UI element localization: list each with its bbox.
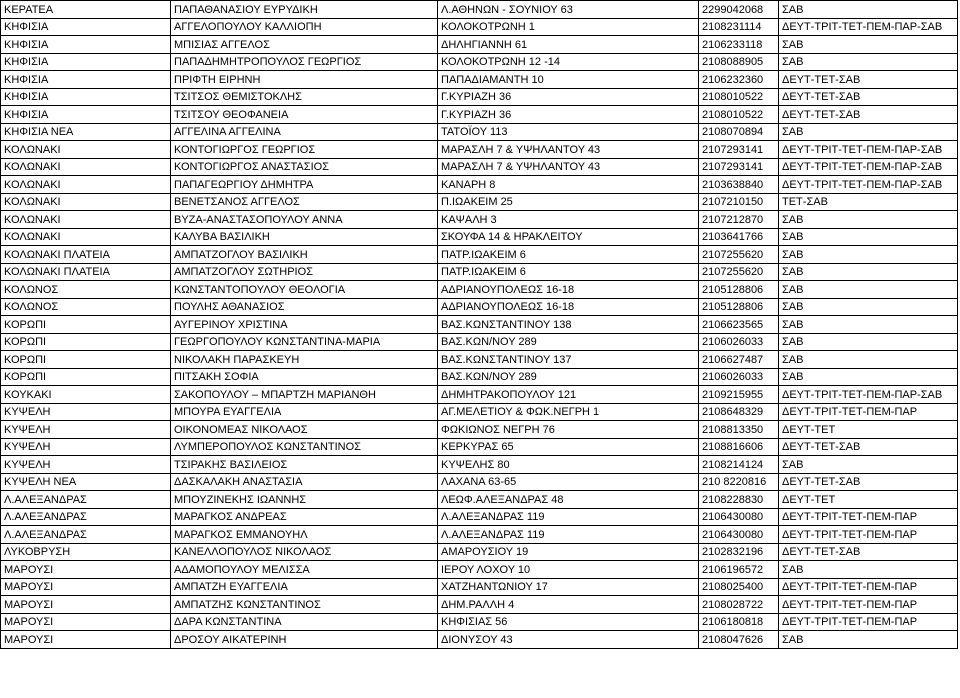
pharmacist-cell: ΑΜΠΑΤΖΗΣ ΚΩΝΣΤΑΝΤΙΝΟΣ [171, 596, 438, 614]
days-cell: ΔΕΥΤ-ΤΡΙΤ-ΤΕΤ-ΠΕΜ-ΠΑΡ [779, 404, 958, 421]
phone-cell: 2108047626 [699, 631, 779, 649]
area-cell: ΚΟΛΩΝΑΚΙ ΠΛΑΤΕΙΑ [1, 246, 171, 264]
address-cell: ΑΔΡΙΑΝΟΥΠΟΛΕΩΣ 16-18 [438, 299, 699, 316]
area-cell: ΚΟΛΩΝΑΚΙ [1, 211, 171, 229]
pharmacist-cell: ΠΑΠΑΘΑΝΑΣΙΟΥ ΕΥΡΥΔΙΚΗ [171, 1, 438, 19]
table-row [1, 334, 958, 351]
phone-cell: 2107212870 [699, 211, 779, 229]
pharmacy-table-body [1, 1, 958, 649]
area-cell: ΚΟΡΩΠΙ [1, 316, 171, 334]
address-cell: ΚΥΨΕΛΗΣ 80 [438, 456, 699, 474]
phone-cell: 2107210150 [699, 194, 779, 211]
table-row [1, 596, 958, 614]
pharmacist-cell: ΚΟΝΤΟΓΙΩΡΓΟΣ ΑΝΑΣΤΑΣΙΟΣ [171, 159, 438, 176]
area-cell: ΚΟΛΩΝΑΚΙ [1, 194, 171, 211]
days-cell: ΔΕΥΤ-ΤΕΤ-ΣΑΒ [779, 544, 958, 561]
phone-cell: 2107255620 [699, 246, 779, 264]
area-cell: ΚΗΦΙΣΙΑ [1, 54, 171, 71]
phone-cell: 2108010522 [699, 89, 779, 106]
area-cell: ΚΟΡΩΠΙ [1, 369, 171, 386]
table-row [1, 71, 958, 89]
table-row [1, 281, 958, 299]
days-cell: ΔΕΥΤ-ΤΡΙΤ-ΤΕΤ-ΠΕΜ-ΠΑΡ-ΣΑΒ [779, 176, 958, 194]
area-cell: ΛΥΚΟΒΡΥΣΗ [1, 544, 171, 561]
pharmacist-cell: ΤΣΙΡΑΚΗΣ ΒΑΣΙΛΕΙΟΣ [171, 456, 438, 474]
pharmacist-cell: ΑΓΓΕΛΙΝΑ ΑΓΓΕΛΙΝΑ [171, 124, 438, 141]
phone-cell: 2108648329 [699, 404, 779, 421]
days-cell: ΔΕΥΤ-ΤΡΙΤ-ΤΕΤ-ΠΕΜ-ΠΑΡ-ΣΑΒ [779, 386, 958, 404]
table-row [1, 89, 958, 106]
days-cell: ΣΑΒ [779, 369, 958, 386]
area-cell: Λ.ΑΛΕΞΑΝΔΡΑΣ [1, 509, 171, 526]
days-cell: ΣΑΒ [779, 456, 958, 474]
table-row [1, 369, 958, 386]
days-cell: ΔΕΥΤ-ΤΡΙΤ-ΤΕΤ-ΠΕΜ-ΠΑΡ-ΣΑΒ [779, 159, 958, 176]
address-cell: Λ.ΑΘΗΝΩΝ - ΣΟΥΝΙΟΥ 63 [438, 1, 699, 19]
table-row [1, 614, 958, 631]
table-row [1, 19, 958, 36]
pharmacist-cell: ΑΔΑΜΟΠΟΥΛΟΥ ΜΕΛΙΣΣΑ [171, 561, 438, 579]
days-cell: ΔΕΥΤ-ΤΕΤ [779, 491, 958, 509]
table-row [1, 246, 958, 264]
pharmacist-cell: ΚΟΝΤΟΓΙΩΡΓΟΣ ΓΕΩΡΓΙΟΣ [171, 141, 438, 159]
area-cell: ΚΗΦΙΣΙΑ [1, 106, 171, 124]
area-cell: ΜΑΡΟΥΣΙ [1, 561, 171, 579]
days-cell: ΣΑΒ [779, 334, 958, 351]
pharmacist-cell: ΒΕΝΕΤΣΑΝΟΣ ΑΓΓΕΛΟΣ [171, 194, 438, 211]
address-cell: ΚΟΛΟΚΟΤΡΩΝΗ 1 [438, 19, 699, 36]
address-cell: ΛΕΩΦ.ΑΛΕΞΑΝΔΡΑΣ 48 [438, 491, 699, 509]
area-cell: ΚΟΛΩΝΑΚΙ [1, 159, 171, 176]
table-row [1, 1, 958, 19]
area-cell: ΚΟΡΩΠΙ [1, 351, 171, 369]
phone-cell: 2106196572 [699, 561, 779, 579]
table-row [1, 141, 958, 159]
area-cell: ΚΕΡΑΤΕΑ [1, 1, 171, 19]
address-cell: ΤΑΤΟΪΟΥ 113 [438, 124, 699, 141]
table-row [1, 36, 958, 54]
table-row [1, 631, 958, 649]
table-row [1, 421, 958, 439]
days-cell: ΣΑΒ [779, 299, 958, 316]
area-cell: ΚΗΦΙΣΙΑ ΝΕΑ [1, 124, 171, 141]
table-row [1, 439, 958, 456]
pharmacist-cell: ΟΙΚΟΝΟΜΕΑΣ ΝΙΚΟΛΑΟΣ [171, 421, 438, 439]
table-row [1, 229, 958, 246]
days-cell: ΔΕΥΤ-ΤΕΤ-ΣΑΒ [779, 439, 958, 456]
phone-cell: 2106627487 [699, 351, 779, 369]
pharmacist-cell: ΠΑΠΑΓΕΩΡΓΙΟΥ ΔΗΜΗΤΡΑ [171, 176, 438, 194]
area-cell: ΚΟΛΩΝΑΚΙ [1, 141, 171, 159]
area-cell: ΚΟΛΩΝΑΚΙ [1, 229, 171, 246]
area-cell: ΚΗΦΙΣΙΑ [1, 89, 171, 106]
days-cell: ΣΑΒ [779, 36, 958, 54]
phone-cell: 2103641766 [699, 229, 779, 246]
days-cell: ΔΕΥΤ-ΤΡΙΤ-ΤΕΤ-ΠΕΜ-ΠΑΡ [779, 596, 958, 614]
area-cell: ΚΟΛΩΝΑΚΙ ΠΛΑΤΕΙΑ [1, 264, 171, 281]
days-cell: ΣΑΒ [779, 124, 958, 141]
area-cell: ΚΥΨΕΛΗ [1, 404, 171, 421]
address-cell: ΜΑΡΑΣΛΗ 7 & ΥΨΗΛΑΝΤΟΥ 43 [438, 159, 699, 176]
pharmacist-cell: ΝΙΚΟΛΑΚΗ ΠΑΡΑΣΚΕΥΗ [171, 351, 438, 369]
address-cell: Λ.ΑΛΕΞΑΝΔΡΑΣ 119 [438, 526, 699, 544]
address-cell: ΚΕΡΚΥΡΑΣ 65 [438, 439, 699, 456]
table-row [1, 316, 958, 334]
days-cell: ΤΕΤ-ΣΑΒ [779, 194, 958, 211]
days-cell: ΔΕΥΤ-ΤΡΙΤ-ΤΕΤ-ΠΕΜ-ΠΑΡ [779, 526, 958, 544]
pharmacist-cell: ΠΑΠΑΔΗΜΗΤΡΟΠΟΥΛΟΣ ΓΕΩΡΓΙΟΣ [171, 54, 438, 71]
pharmacist-cell: ΑΜΠΑΤΖΗ ΕΥΑΓΓΕΛΙΑ [171, 579, 438, 596]
address-cell: ΑΔΡΙΑΝΟΥΠΟΛΕΩΣ 16-18 [438, 281, 699, 299]
table-row [1, 351, 958, 369]
address-cell: ΔΙΟΝΥΣΟΥ 43 [438, 631, 699, 649]
area-cell: ΚΥΨΕΛΗ [1, 439, 171, 456]
address-cell: ΦΩΚΙΩΝΟΣ ΝΕΓΡΗ 76 [438, 421, 699, 439]
area-cell: ΚΟΡΩΠΙ [1, 334, 171, 351]
phone-cell: 2108214124 [699, 456, 779, 474]
pharmacist-cell: ΜΠΟΥΡΑ ΕΥΑΓΓΕΛΙΑ [171, 404, 438, 421]
pharmacist-cell: ΚΩΝΣΤΑΝΤΟΠΟΥΛΟΥ ΘΕΟΛΟΓΙΑ [171, 281, 438, 299]
pharmacist-cell: ΜΠΙΣΙΑΣ ΑΓΓΕΛΟΣ [171, 36, 438, 54]
phone-cell: 2108010522 [699, 106, 779, 124]
table-row [1, 509, 958, 526]
area-cell: ΚΟΛΩΝΟΣ [1, 299, 171, 316]
table-row [1, 124, 958, 141]
address-cell: ΠΑΠΑΔΙΑΜΑΝΤΗ 10 [438, 71, 699, 89]
address-cell: ΔΗΛΗΓΙΑΝΝΗ 61 [438, 36, 699, 54]
pharmacist-cell: ΑΥΓΕΡΙΝΟΥ ΧΡΙΣΤΙΝΑ [171, 316, 438, 334]
phone-cell: 2102832196 [699, 544, 779, 561]
pharmacist-cell: ΔΑΣΚΑΛΑΚΗ ΑΝΑΣΤΑΣΙΑ [171, 474, 438, 491]
days-cell: ΣΑΒ [779, 316, 958, 334]
address-cell: Λ.ΑΛΕΞΑΝΔΡΑΣ 119 [438, 509, 699, 526]
phone-cell: 2108070894 [699, 124, 779, 141]
address-cell: ΚΟΛΟΚΟΤΡΩΝΗ 12 -14 [438, 54, 699, 71]
table-row [1, 176, 958, 194]
area-cell: ΜΑΡΟΥΣΙ [1, 596, 171, 614]
pharmacist-cell: ΚΑΝΕΛΛΟΠΟΥΛΟΣ ΝΙΚΟΛΑΟΣ [171, 544, 438, 561]
days-cell: ΔΕΥΤ-ΤΡΙΤ-ΤΕΤ-ΠΕΜ-ΠΑΡ [779, 509, 958, 526]
pharmacist-cell: ΜΠΟΥΖΙΝΕΚΗΣ ΙΩΑΝΝΗΣ [171, 491, 438, 509]
pharmacist-cell: ΠΙΤΣΑΚΗ ΣΟΦΙΑ [171, 369, 438, 386]
pharmacist-cell: ΜΑΡΑΓΚΟΣ ΕΜΜΑΝΟΥΗΛ [171, 526, 438, 544]
address-cell: Γ.ΚΥΡΙΑΖΗ 36 [438, 106, 699, 124]
address-cell: ΒΑΣ.ΚΩΝΣΤΑΝΤΙΝΟΥ 138 [438, 316, 699, 334]
pharmacist-cell: ΑΜΠΑΤΖΟΓΛΟΥ ΣΩΤΗΡΙΟΣ [171, 264, 438, 281]
days-cell: ΣΑΒ [779, 264, 958, 281]
phone-cell: 2106430080 [699, 526, 779, 544]
days-cell: ΣΑΒ [779, 246, 958, 264]
phone-cell: 2106180818 [699, 614, 779, 631]
table-row [1, 579, 958, 596]
address-cell: ΑΓ.ΜΕΛΕΤΙΟΥ & ΦΩΚ.ΝΕΓΡΗ 1 [438, 404, 699, 421]
phone-cell: 2106026033 [699, 334, 779, 351]
days-cell: ΔΕΥΤ-ΤΕΤ-ΣΑΒ [779, 106, 958, 124]
table-row [1, 159, 958, 176]
table-row [1, 106, 958, 124]
address-cell: ΠΑΤΡ.ΙΩΑΚΕΙΜ 6 [438, 246, 699, 264]
address-cell: ΑΜΑΡΟΥΣΙΟΥ 19 [438, 544, 699, 561]
phone-cell: 2106233118 [699, 36, 779, 54]
pharmacist-cell: ΛΥΜΠΕΡΟΠΟΥΛΟΣ ΚΩΝΣΤΑΝΤΙΝΟΣ [171, 439, 438, 456]
days-cell: ΣΑΒ [779, 351, 958, 369]
table-row [1, 264, 958, 281]
days-cell: ΣΑΒ [779, 281, 958, 299]
phone-cell: 2107293141 [699, 159, 779, 176]
address-cell: ΠΑΤΡ.ΙΩΑΚΕΙΜ 6 [438, 264, 699, 281]
days-cell: ΔΕΥΤ-ΤΕΤ-ΣΑΒ [779, 71, 958, 89]
area-cell: Λ.ΑΛΕΞΑΝΔΡΑΣ [1, 526, 171, 544]
area-cell: Λ.ΑΛΕΞΑΝΔΡΑΣ [1, 491, 171, 509]
address-cell: Π.ΙΩΑΚΕΙΜ 25 [438, 194, 699, 211]
phone-cell: 2108813350 [699, 421, 779, 439]
pharmacist-cell: ΑΓΓΕΛΟΠΟΥΛΟΥ ΚΑΛΛΙΟΠΗ [171, 19, 438, 36]
phone-cell: 2108228830 [699, 491, 779, 509]
table-row [1, 474, 958, 491]
days-cell: ΔΕΥΤ-ΤΡΙΤ-ΤΕΤ-ΠΕΜ-ΠΑΡ [779, 614, 958, 631]
phone-cell: 210 8220816 [699, 474, 779, 491]
address-cell: ΒΑΣ.ΚΩΝ/ΝΟΥ 289 [438, 369, 699, 386]
table-row [1, 211, 958, 229]
phone-cell: 2103638840 [699, 176, 779, 194]
address-cell: ΚΑΨΑΛΗ 3 [438, 211, 699, 229]
address-cell: ΜΑΡΑΣΛΗ 7 & ΥΨΗΛΑΝΤΟΥ 43 [438, 141, 699, 159]
phone-cell: 2108816606 [699, 439, 779, 456]
area-cell: ΜΑΡΟΥΣΙ [1, 631, 171, 649]
address-cell: ΣΚΟΥΦΑ 14 & ΗΡΑΚΛΕΙΤΟΥ [438, 229, 699, 246]
days-cell: ΣΑΒ [779, 561, 958, 579]
days-cell: ΔΕΥΤ-ΤΕΤ [779, 421, 958, 439]
pharmacist-cell: ΠΟΥΛΗΣ ΑΘΑΝΑΣΙΟΣ [171, 299, 438, 316]
pharmacist-cell: ΚΑΛΥΒΑ ΒΑΣΙΛΙΚΗ [171, 229, 438, 246]
area-cell: ΚΥΨΕΛΗ [1, 456, 171, 474]
table-row [1, 404, 958, 421]
address-cell: ΚΑΝΑΡΗ 8 [438, 176, 699, 194]
address-cell: ΔΗΜ.ΡΑΛΛΗ 4 [438, 596, 699, 614]
table-row [1, 54, 958, 71]
pharmacist-cell: ΣΑΚΟΠΟΥΛΟΥ – ΜΠΑΡΤΖΗ ΜΑΡΙΑΝΘΗ [171, 386, 438, 404]
area-cell: ΚΗΦΙΣΙΑ [1, 71, 171, 89]
days-cell: ΔΕΥΤ-ΤΕΤ-ΣΑΒ [779, 474, 958, 491]
pharmacist-cell: ΜΑΡΑΓΚΟΣ ΑΝΔΡΕΑΣ [171, 509, 438, 526]
days-cell: ΔΕΥΤ-ΤΡΙΤ-ΤΕΤ-ΠΕΜ-ΠΑΡ-ΣΑΒ [779, 19, 958, 36]
area-cell: ΚΟΛΩΝΑΚΙ [1, 176, 171, 194]
area-cell: ΚΥΨΕΛΗ [1, 421, 171, 439]
table-row [1, 386, 958, 404]
days-cell: ΣΑΒ [779, 229, 958, 246]
area-cell: ΚΥΨΕΛΗ ΝΕΑ [1, 474, 171, 491]
address-cell: ΙΕΡΟΥ ΛΟΧΟΥ 10 [438, 561, 699, 579]
phone-cell: 2107255620 [699, 264, 779, 281]
area-cell: ΚΗΦΙΣΙΑ [1, 36, 171, 54]
phone-cell: 2105128806 [699, 299, 779, 316]
pharmacist-cell: ΑΜΠΑΤΖΟΓΛΟΥ ΒΑΣΙΛΙΚΗ [171, 246, 438, 264]
phone-cell: 2106623565 [699, 316, 779, 334]
pharmacist-cell: ΔΑΡΑ ΚΩΝΣΤΑΝΤΙΝΑ [171, 614, 438, 631]
area-cell: ΚΟΛΩΝΟΣ [1, 281, 171, 299]
pharmacist-cell: ΤΣΙΤΣΟΣ ΘΕΜΙΣΤΟΚΛΗΣ [171, 89, 438, 106]
days-cell: ΣΑΒ [779, 54, 958, 71]
phone-cell: 2105128806 [699, 281, 779, 299]
pharmacist-cell: ΒΥΖΑ-ΑΝΑΣΤΑΣΟΠΟΥΛΟΥ ΑΝΝΑ [171, 211, 438, 229]
days-cell: ΔΕΥΤ-ΤΡΙΤ-ΤΕΤ-ΠΕΜ-ΠΑΡ [779, 579, 958, 596]
address-cell: ΒΑΣ.ΚΩΝ/ΝΟΥ 289 [438, 334, 699, 351]
address-cell: Γ.ΚΥΡΙΑΖΗ 36 [438, 89, 699, 106]
area-cell: ΚΗΦΙΣΙΑ [1, 19, 171, 36]
pharmacist-cell: ΤΣΙΤΣΟΥ ΘΕΟΦΑΝΕΙΑ [171, 106, 438, 124]
phone-cell: 2106232360 [699, 71, 779, 89]
days-cell: ΣΑΒ [779, 631, 958, 649]
pharmacist-cell: ΔΡΟΣΟΥ ΑΙΚΑΤΕΡΙΝΗ [171, 631, 438, 649]
area-cell: ΜΑΡΟΥΣΙ [1, 614, 171, 631]
address-cell: ΒΑΣ.ΚΩΝΣΤΑΝΤΙΝΟΥ 137 [438, 351, 699, 369]
days-cell: ΣΑΒ [779, 211, 958, 229]
table-row [1, 456, 958, 474]
phone-cell: 2108088905 [699, 54, 779, 71]
phone-cell: 2106430080 [699, 509, 779, 526]
area-cell: ΜΑΡΟΥΣΙ [1, 579, 171, 596]
address-cell: ΛΑΧΑΝΑ 63-65 [438, 474, 699, 491]
table-row [1, 526, 958, 544]
address-cell: ΔΗΜΗΤΡΑΚΟΠΟΥΛΟΥ 121 [438, 386, 699, 404]
table-row [1, 491, 958, 509]
phone-cell: 2299042068 [699, 1, 779, 19]
address-cell: ΚΗΦΙΣΙΑΣ 56 [438, 614, 699, 631]
address-cell: ΧΑΤΖΗΑΝΤΩΝΙΟΥ 17 [438, 579, 699, 596]
phone-cell: 2107293141 [699, 141, 779, 159]
area-cell: ΚΟΥΚΑΚΙ [1, 386, 171, 404]
phone-cell: 2108028722 [699, 596, 779, 614]
days-cell: ΔΕΥΤ-ΤΡΙΤ-ΤΕΤ-ΠΕΜ-ΠΑΡ-ΣΑΒ [779, 141, 958, 159]
days-cell: ΣΑΒ [779, 1, 958, 19]
days-cell: ΔΕΥΤ-ΤΕΤ-ΣΑΒ [779, 89, 958, 106]
table-row [1, 194, 958, 211]
pharmacist-cell: ΠΡΙΦΤΗ ΕΙΡΗΝΗ [171, 71, 438, 89]
phone-cell: 2108025400 [699, 579, 779, 596]
pharmacist-cell: ΓΕΩΡΓΟΠΟΥΛΟΥ ΚΩΝΣΤΑΝΤΙΝΑ-ΜΑΡΙΑ [171, 334, 438, 351]
phone-cell: 2109215955 [699, 386, 779, 404]
phone-cell: 2108231114 [699, 19, 779, 36]
table-row [1, 299, 958, 316]
phone-cell: 2106026033 [699, 369, 779, 386]
table-row [1, 544, 958, 561]
table-row [1, 561, 958, 579]
